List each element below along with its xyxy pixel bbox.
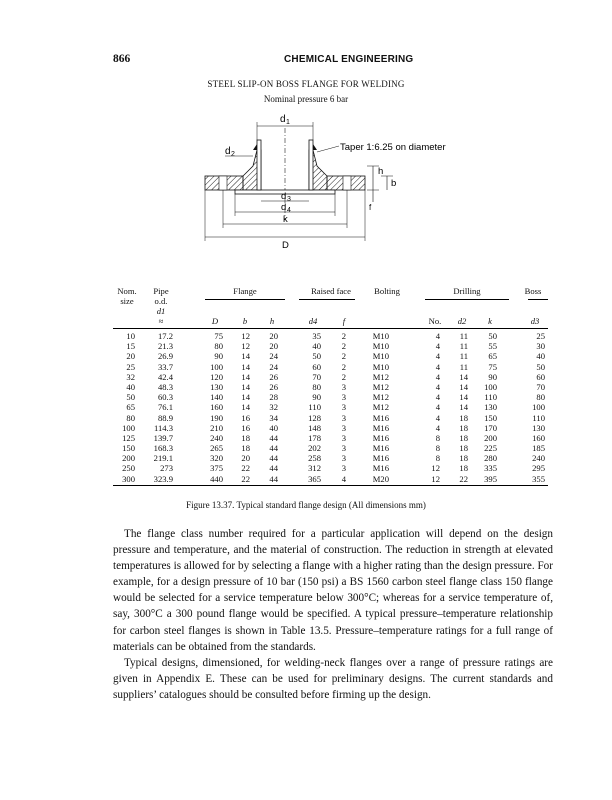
col-b: b (242, 316, 248, 326)
table-cell: 11 (459, 341, 468, 352)
dim-label-f: f (369, 203, 372, 212)
table-cell: 20 (126, 351, 135, 362)
table-cell: 90 (312, 392, 321, 403)
table-cell: 14 (241, 361, 250, 372)
svg-text:4: 4 (287, 207, 291, 214)
running-title: CHEMICAL ENGINEERING (284, 54, 414, 65)
body-text (113, 526, 553, 703)
table-cell: 3 (341, 463, 346, 474)
table-cell: 22 (459, 473, 468, 484)
table-cell: 70 (312, 371, 321, 382)
group-rule (205, 299, 285, 300)
table-cell: 88.9 (157, 412, 173, 423)
svg-text:3: 3 (287, 196, 291, 203)
table-cell: 30 (536, 341, 545, 352)
table-cell: 295 (532, 463, 545, 474)
table-cell: 18 (459, 412, 468, 423)
dim-label-d4: d (281, 202, 287, 213)
table-cell: 2 (341, 341, 346, 352)
col-approx: ≈ (158, 316, 164, 326)
table-cell: 150 (122, 443, 135, 454)
table-cell: 14 (241, 371, 250, 382)
table-cell: 200 (484, 432, 497, 443)
header-text: o.d. (154, 296, 168, 306)
svg-text:2: 2 (231, 151, 235, 158)
table-row (113, 474, 548, 484)
table-cell: 4 (435, 392, 440, 403)
bolt-hole-right (343, 176, 351, 190)
header-text: Pipe (153, 286, 169, 296)
table-row (113, 331, 548, 341)
table-cell: 18 (459, 443, 468, 454)
figure-title: STEEL SLIP-ON BOSS FLANGE FOR WELDING (207, 79, 405, 89)
table-cell: 3 (341, 422, 346, 433)
table-cell: 440 (210, 473, 223, 484)
table-cell: 44 (269, 432, 278, 443)
col-d3: d3 (530, 316, 540, 326)
table-cell: 14 (241, 402, 250, 413)
table-cell: 21.3 (157, 341, 173, 352)
table-cell: 323.9 (153, 473, 173, 484)
table-cell: 3 (341, 443, 346, 454)
table-cell: 280 (484, 453, 497, 464)
table-cell: 300 (122, 473, 135, 484)
table-cell: 4 (341, 473, 346, 484)
table-cell: 35 (312, 331, 321, 341)
table-cell: 148 (308, 422, 321, 433)
table-row (113, 453, 548, 463)
table-cell: 14 (241, 381, 250, 392)
table-cell: 140 (210, 392, 223, 403)
table-cell: 65 (126, 402, 135, 413)
table-cell: 40 (536, 351, 545, 362)
table-cell: 80 (214, 341, 223, 352)
figure-caption: Figure 13.37. Typical standard flange design (All dimensions mm) (186, 500, 426, 510)
paragraph: Typical designs, dimensioned, for welding-neck flanges over a range of pressure ratings are given in Appendix E. These can be used for preliminary designs. The current standards and suppliers’ catalogues should be consulted before firming up the design. (113, 656, 553, 701)
table-cell: 4 (435, 331, 440, 341)
table-cell: 320 (210, 453, 223, 464)
group-drilling: Drilling (453, 286, 481, 296)
table-cell: 16 (241, 422, 250, 433)
table-cell: 8 (435, 443, 440, 454)
table-cell: 3 (341, 453, 346, 464)
table-cell: 80 (126, 412, 135, 423)
table-cell: M10 (372, 331, 389, 341)
table-cell: 2 (341, 371, 346, 382)
table-cell: 4 (435, 412, 440, 423)
table-cell: M16 (372, 432, 389, 443)
table-cell: 160 (210, 402, 223, 413)
table-cell: 18 (459, 422, 468, 433)
table-cell: 202 (308, 443, 321, 454)
table-cell: 335 (484, 463, 497, 474)
table-cell: 75 (214, 331, 223, 341)
table-cell: 8 (435, 432, 440, 443)
table-cell: 75 (488, 361, 497, 372)
table-cell: M16 (372, 463, 389, 474)
table-row (113, 433, 548, 443)
table-cell: 4 (435, 351, 440, 362)
table-cell: 11 (459, 351, 468, 362)
table-cell: 26 (269, 371, 278, 382)
table-cell: 80 (536, 392, 545, 403)
pipe-wall-right (309, 140, 313, 190)
table-cell: 60.3 (157, 392, 173, 403)
table-cell: 40 (312, 341, 321, 352)
flange-drawing (195, 110, 465, 260)
header-text: Nom. (117, 286, 137, 296)
table-cell: 219.1 (153, 453, 173, 464)
table-cell: 40 (269, 422, 278, 433)
table-cell: 375 (210, 463, 223, 474)
table-cell: 4 (435, 381, 440, 392)
table-cell: 210 (210, 422, 223, 433)
dim-label-h: h (378, 166, 384, 177)
col-nom-size (113, 286, 141, 306)
table-cell: 2 (341, 331, 346, 341)
table-cell: M16 (372, 422, 389, 433)
table-cell: 240 (532, 453, 545, 464)
table-row (113, 423, 548, 433)
table-cell: 185 (532, 443, 545, 454)
table-row (113, 341, 548, 351)
table-cell: 110 (532, 412, 545, 423)
table-row (113, 382, 548, 392)
weld-bead-left (253, 144, 257, 150)
col-h: h (269, 316, 275, 326)
weld-bead-right (313, 144, 317, 150)
table-cell: 26 (269, 381, 278, 392)
table-cell: 4 (435, 361, 440, 372)
table-cell: 120 (210, 371, 223, 382)
group-rule (425, 299, 509, 300)
table-cell: 17.2 (157, 331, 173, 341)
table-cell: M16 (372, 443, 389, 454)
table-cell: 3 (341, 392, 346, 403)
table-cell: 110 (308, 402, 321, 413)
table-cell: 3 (341, 412, 346, 423)
table-header (113, 283, 548, 329)
table-cell: 90 (214, 351, 223, 362)
table-cell: 114.3 (153, 422, 173, 433)
table-cell: 130 (532, 422, 545, 433)
table-cell: 22 (241, 463, 250, 474)
table-row (113, 463, 548, 473)
table-cell: 11 (459, 361, 468, 372)
group-raised-face: Raised face (311, 286, 351, 296)
table-cell: 395 (484, 473, 497, 484)
dim-label-k: k (283, 214, 288, 225)
table-cell: 200 (122, 453, 135, 464)
table-cell: 42.4 (157, 371, 173, 382)
dim-label-d2: d (225, 146, 231, 157)
table-cell: M12 (372, 392, 389, 403)
table-cell: 50 (312, 351, 321, 362)
table-cell: 55 (488, 341, 497, 352)
col-d2: d2 (457, 316, 467, 326)
table-cell: 4 (435, 402, 440, 413)
table-cell: 44 (269, 443, 278, 454)
paragraph: The flange class number required for a particular application will depend on the design pressure and temperature, and the material of construction. The reduction in strength at elevated temperatures is allowed for by selecting a flange with a higher rating than the design pressure. For example, for a design pressure of 10 bar (150 psi) a BS 1560 carbon steel flange class 150 flange would be selected for a service temperature below 300°C; whereas for a service temperature of, say, 300°C a 300 pound flange would be specified. A typical pressure–temperature relationship for carbon steel flanges is shown in Table 13.5. Pressure–temperature ratings for a full range of materials can be obtained from the standards. (113, 528, 553, 653)
table-cell: 265 (210, 443, 223, 454)
table-cell: 2 (341, 351, 346, 362)
table-row (113, 372, 548, 382)
table-cell: 22 (241, 473, 250, 484)
table-cell: M10 (372, 361, 389, 372)
table-cell: 110 (484, 392, 497, 403)
table-cell: 4 (435, 371, 440, 382)
table-cell: 168.3 (153, 443, 173, 454)
table-cell: 18 (459, 432, 468, 443)
table-cell: 12 (431, 473, 440, 484)
table-cell: 4 (435, 341, 440, 352)
table-row (113, 402, 548, 412)
table-cell: 125 (122, 432, 135, 443)
table-cell: 16 (241, 412, 250, 423)
col-pipe-od (145, 286, 177, 316)
header-text: size (120, 296, 134, 306)
group-boss: Boss (524, 286, 542, 296)
table-cell: 20 (269, 341, 278, 352)
table-cell: 190 (210, 412, 223, 423)
table-cell: 24 (269, 361, 278, 372)
table-cell: M12 (372, 371, 389, 382)
flange-table (113, 283, 548, 486)
table-row (113, 413, 548, 423)
table-cell: 365 (308, 473, 321, 484)
table-cell: 3 (341, 432, 346, 443)
table-cell: 12 (241, 331, 250, 341)
table-cell: 32 (269, 402, 278, 413)
table-cell: 34 (269, 412, 278, 423)
table-cell: 14 (459, 381, 468, 392)
group-rule (528, 299, 548, 300)
table-cell: 225 (484, 443, 497, 454)
table-cell: 170 (484, 422, 497, 433)
header-text: d1 (156, 306, 166, 316)
table-cell: 40 (126, 381, 135, 392)
table-cell: 50 (488, 331, 497, 341)
table-cell: 33.7 (157, 361, 173, 372)
table-cell: 100 (532, 402, 545, 413)
table-row (113, 443, 548, 453)
table-cell: 130 (484, 402, 497, 413)
table-cell: 100 (484, 381, 497, 392)
table-cell: 32 (126, 371, 135, 382)
group-flange: Flange (233, 286, 257, 296)
table-cell: 3 (341, 381, 346, 392)
table-cell: 258 (308, 453, 321, 464)
taper-label: Taper 1:6.25 on diameter (340, 142, 446, 153)
table-cell: 14 (241, 392, 250, 403)
table-body (113, 331, 548, 486)
table-cell: 2 (341, 361, 346, 372)
table-cell: 70 (536, 381, 545, 392)
table-cell: M10 (372, 351, 389, 362)
figure-subtitle: Nominal pressure 6 bar (263, 94, 349, 104)
table-cell: 312 (308, 463, 321, 474)
table-cell: 15 (126, 341, 135, 352)
table-cell: 80 (312, 381, 321, 392)
table-cell: 18 (241, 443, 250, 454)
col-no: No. (428, 316, 442, 326)
group-bolting: Bolting (374, 286, 400, 296)
table-cell: 273 (160, 463, 173, 474)
dim-label-b: b (391, 178, 397, 189)
table-cell: M16 (372, 453, 389, 464)
table-cell: 50 (126, 392, 135, 403)
table-cell: 8 (435, 453, 440, 464)
table-cell: 90 (488, 371, 497, 382)
table-cell: 100 (210, 361, 223, 372)
table-row (113, 351, 548, 361)
table-cell: 12 (241, 341, 250, 352)
table-cell: 139.7 (153, 432, 173, 443)
bolt-hole-left (219, 176, 227, 190)
page-number: 866 (113, 53, 131, 65)
table-cell: 160 (532, 432, 545, 443)
table-cell: 10 (126, 331, 135, 341)
table-cell: 14 (459, 371, 468, 382)
dim-label-D: D (282, 240, 289, 251)
table-cell: 4 (435, 422, 440, 433)
table-cell: 3 (341, 402, 346, 413)
col-f: f (342, 316, 346, 326)
table-cell: M12 (372, 402, 389, 413)
group-rule (299, 299, 355, 300)
table-cell: 28 (269, 392, 278, 403)
table-cell: 60 (536, 371, 545, 382)
table-cell: 355 (532, 473, 545, 484)
table-cell: 240 (210, 432, 223, 443)
table-cell: 12 (431, 463, 440, 474)
table-cell: 178 (308, 432, 321, 443)
table-cell: 100 (122, 422, 135, 433)
table-cell: 48.3 (157, 381, 173, 392)
col-d4: d4 (308, 316, 318, 326)
table-cell: 44 (269, 463, 278, 474)
table-cell: 25 (126, 361, 135, 372)
table-cell: 150 (484, 412, 497, 423)
table-cell: 18 (459, 463, 468, 474)
dim-label-d1: d (280, 114, 286, 125)
table-cell: 18 (241, 432, 250, 443)
table-cell: 14 (241, 351, 250, 362)
table-cell: 60 (312, 361, 321, 372)
dim-label-d3: d (281, 191, 287, 202)
table-cell: 14 (459, 392, 468, 403)
table-row (113, 362, 548, 372)
table-cell: M20 (372, 473, 389, 484)
table-cell: 14 (459, 402, 468, 413)
table-cell: 130 (210, 381, 223, 392)
table-cell: 44 (269, 453, 278, 464)
table-cell: 76.1 (157, 402, 173, 413)
table-cell: 65 (488, 351, 497, 362)
table-cell: 50 (536, 361, 545, 372)
table-cell: 20 (241, 453, 250, 464)
col-k: k (488, 316, 492, 326)
table-cell: 250 (122, 463, 135, 474)
table-cell: 128 (308, 412, 321, 423)
svg-text:1: 1 (286, 119, 290, 126)
table-cell: M10 (372, 341, 389, 352)
table-cell: 25 (536, 331, 545, 341)
table-cell: M16 (372, 412, 389, 423)
table-cell: 44 (269, 473, 278, 484)
table-cell: M12 (372, 381, 389, 392)
table-cell: 20 (269, 331, 278, 341)
table-cell: 26.9 (157, 351, 173, 362)
col-D: D (211, 316, 219, 326)
table-cell: 18 (459, 453, 468, 464)
pipe-wall-left (257, 140, 261, 190)
table-cell: 11 (459, 331, 468, 341)
table-row (113, 392, 548, 402)
table-cell: 24 (269, 351, 278, 362)
